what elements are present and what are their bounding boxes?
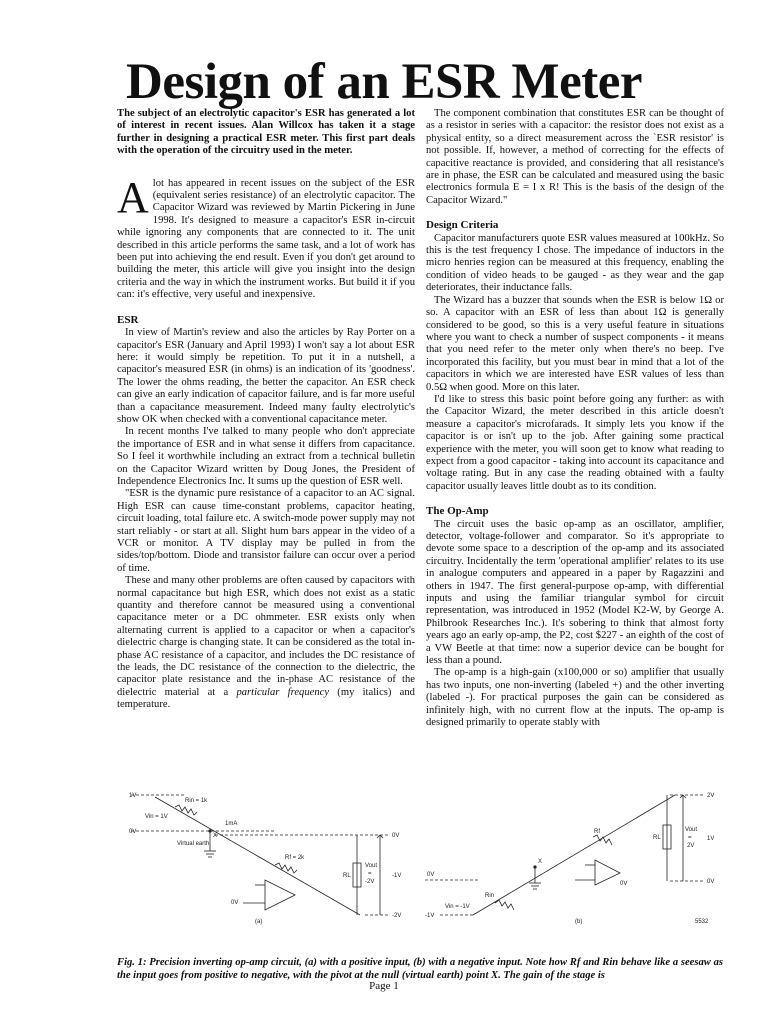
- virtual-earth-node-a: [208, 829, 211, 832]
- label-b-x: X: [538, 859, 543, 865]
- label-a-fig: (a): [255, 919, 263, 925]
- esr-quote: "ESR is the dynamic pure resistance of a capacitor to an AC signal. High ESR can cause time-constant problems, capacitor heating, circuit loading, total failure etc. A switch-mode power supply may not start reliably - or start at all. Slight hum bars appear in the video of a VCR or monitor. A TV display may be pulled in from the sides/top/bottom. Diode and transistor failure can occur over a period of time.: [117, 488, 415, 574]
- label-a-0v-left: 0V: [231, 900, 239, 906]
- label-b-0v-left: 0V: [427, 872, 435, 878]
- label-a-eq: =: [368, 871, 372, 877]
- right-column: [426, 108, 724, 730]
- label-b-0v-op: 0V: [620, 881, 628, 887]
- page-number: Page 1: [369, 980, 399, 992]
- rin-resistor-b: [495, 900, 514, 910]
- label-a-rin: Rin = 1k: [185, 798, 208, 804]
- esr-paragraph-2: In recent months I've talked to many people who don't appreciate the importance of ESR and in what sense it differs from capacitance. So I feel it worthwhile including an extract from a technical bulletin on the Capacitor Wizard written by Doug Jones, the President of Independence Electronics Inc. It sums up the question of ESR well.: [117, 426, 415, 487]
- criteria-paragraph-1: Capacitor manufacturers quote ESR values measured at 100kHz. So this is the test frequency I chose. The impedance of inductors in the micro henries region can be measured at this frequency, enabling the condition of video heads to be gauged - as they wear and the gap deteriorates, their inductance falls.: [426, 232, 724, 294]
- op-amp-diagram: [115, 785, 715, 935]
- opamp-paragraph-1: The circuit uses the basic op-amp as an oscillator, amplifier, detector, voltage-follower and comparator. So it's appropriate to devote some space to a description of the op-amp and its associated circuitry. Incidentally the term 'operational amplifier' relates to its use in analogue computers and appeared in a paper by Ragazzini and others in 1947. The first general-purpose op-amp, with differential inputs and using the familiar triangular symbol for circuit representation, was introduced in 1952 (Model K2-W, by George A. Philbrook Researches Inc.). It's sobering to think that almost forty years ago an early op-amp, the P2, cost $227 - an eighth of the cost of a VW Beetle at that time: now a superior device can be bought for less than a pound.: [426, 518, 724, 667]
- intro-text: lot has appeared in recent issues on the subject of the ESR (equivalent series resistance) of an electrolytic capacitor. The Capacitor Wizard was reviewed by Martin Pickering in June 1998. It's designed to measure a capacitor's ESR in-circuit while ignoring any components that are connected to it. The unit described in this article performs the same task, and a lot of work has been put into achieving the end result. Even if you don't get around to building the meter, this article will give you insight into the design criteria and the way in which the instrument works. But build it if you can: it's effective, very useful and inexpensive.: [117, 177, 415, 301]
- esr-paragraph-1: In view of Martin's review and also the articles by Ray Porter on a capacitor's ESR (January and April 1993) I won't say a lot about ESR here: it would simply be repetition. To put it in a nutshell, a capacitor's measured ESR (in ohms) is an indication of its 'goodness'. The lower the ohms reading, the better the capacitor. An ESR check can give an early indication of capacitor failure, and is far more useful than a capacitance measurement. Indeed many faulty electrolytic's show OK when checked with a conventional capacitance meter.: [117, 327, 415, 425]
- right-paragraph-1: The component combination that constitutes ESR can be thought of as a resistor in series with a capacitor: the resistor does not exist as a physical entity, so a direct measurement across the `ESR resistor' is not possible. If, however, a method of correcting for the effects of capacitive reactance is provided, and considering that all resistance's are in phase, the ESR can be calculated and measured using the basic electronics formula E = I x R! This is the basis of the design of the Capacitor Wizard.": [426, 108, 724, 206]
- label-b-rf: Rf: [594, 829, 600, 835]
- label-b-eq: =: [688, 835, 692, 841]
- drop-cap: A: [117, 172, 149, 222]
- intro-paragraph: [117, 172, 415, 302]
- label-a-0v-right: 0V: [392, 833, 400, 839]
- label-b-2v: 2V: [707, 793, 715, 799]
- label-a-vout: Vout: [365, 863, 378, 869]
- article-title: Design of an ESR Meter: [126, 54, 642, 110]
- label-a-vout-val: -2V: [365, 879, 375, 885]
- esr-heading: ESR: [117, 313, 139, 326]
- label-a-rl: RL: [343, 873, 351, 879]
- label-a-m2v: -2V: [392, 913, 402, 919]
- op-amp-a: [265, 880, 295, 910]
- left-column: [117, 108, 415, 712]
- label-a-0v: 0V: [129, 829, 137, 835]
- label-b-0v: 0V: [707, 879, 715, 885]
- label-b-vout: Vout: [685, 827, 698, 833]
- criteria-paragraph-2: The Wizard has a buzzer that sounds when the ESR is below 1Ω or so. A capacitor with an ESR of less than about 1Ω is generally considered to be good, so this is a very useful feature in situations where you want to check a number of suspect components - it means that you need refer to the meter only when there's no beep. I've incorporated this facility, but you must bear in mind that a lot of the capacitors in which we are interested have ESR values of less than 0.5Ω when good. More on this later.: [426, 294, 724, 393]
- label-b-rin: Rin: [485, 893, 495, 899]
- criteria-paragraph-3: I'd like to stress this basic point before going any further: as with the Capacitor Wizard, the meter described in this article doesn't measure a capacitor's microfarads. It simply lets you know if the capacitor is or isn't up to the job. After gaining some practical experience with the meter, you will soon get to know what reading to expect from a good capacitor - taking into account its capacitance and voltage rating. But in any case the reading obtained with a faulty capacitor usually leaves little doubt as to its condition.: [426, 393, 724, 492]
- label-a-vin: Vin = 1V: [145, 814, 168, 820]
- label-a-current: 1mA: [225, 821, 238, 827]
- label-a-x: X: [213, 833, 218, 839]
- opamp-paragraph-2: The op-amp is a high-gain (x100,000 or so) amplifier that usually has two inputs, one non-inverting (labeled +) and the other inverting (labeled -). For practical purposes the gain can be considered as infinitely high, with no current flow at the inputs. The op-amp is designed primarily to operate stably with: [426, 667, 724, 729]
- label-b-rl: RL: [653, 835, 661, 841]
- label-b-m1v: -1V: [425, 913, 435, 919]
- figure-1: [115, 785, 715, 935]
- op-amp-b: [595, 860, 620, 885]
- label-b-1v: 1V: [707, 836, 715, 842]
- label-a-1v: 1V: [129, 793, 137, 799]
- italic-phrase: particular frequency: [236, 686, 330, 698]
- label-b-vin: Vin = -1V: [445, 904, 470, 910]
- label-b-fig: (b): [575, 919, 583, 925]
- virtual-earth-node-b: [533, 865, 536, 868]
- rf-resistor-b: [593, 835, 612, 845]
- label-b-code: 5532: [695, 919, 709, 925]
- standfirst: The subject of an electrolytic capacitor's ESR has generated a lot of interest in recent issues. Alan Willcox has taken it a stage further in designing a practical ESR meter. This first part deals with the operation of the circuitry used in the meter.: [117, 108, 415, 157]
- design-criteria-heading: Design Criteria: [426, 219, 499, 232]
- label-b-vout-val: 2V: [687, 843, 695, 849]
- esr-paragraph-3: These and many other problems are often caused by capacitors with normal capacitance but high ESR, which does not exist as a static quantity and therefore cannot be measured using a conventional capacitance meter or a DC ohmmeter. ESR exists only when alternating current is applied to a capacitor or when a capacitor's dielectric charge is changing state. It can be considered as the total in-phase AC resistance of a capacitor, and includes the DC resistance of the leads, the DC resistance of the connection to the dielectric, the capacitor plate resistance and the in-phase AC resistance of the dielectric material at a particular frequency (my italics) and temperature.: [117, 575, 415, 711]
- op-amp-heading: The Op-Amp: [426, 505, 489, 518]
- figure-caption: Fig. 1: Precision inverting op-amp circuit, (a) with a positive input, (b) with a negative input. Note how Rf and Rin behave like a seesaw as the input goes from positive to negative, with the pivot at the null (virtual earth) point X. The gain of the stage is: [117, 956, 723, 981]
- seesaw-line-a: [155, 797, 360, 915]
- label-a-virtual-earth: Virtual earth: [177, 841, 210, 847]
- label-a-m1v: -1V: [392, 873, 402, 879]
- label-a-rf: Rf = 2k: [285, 855, 305, 861]
- seesaw-line-b: [473, 795, 675, 915]
